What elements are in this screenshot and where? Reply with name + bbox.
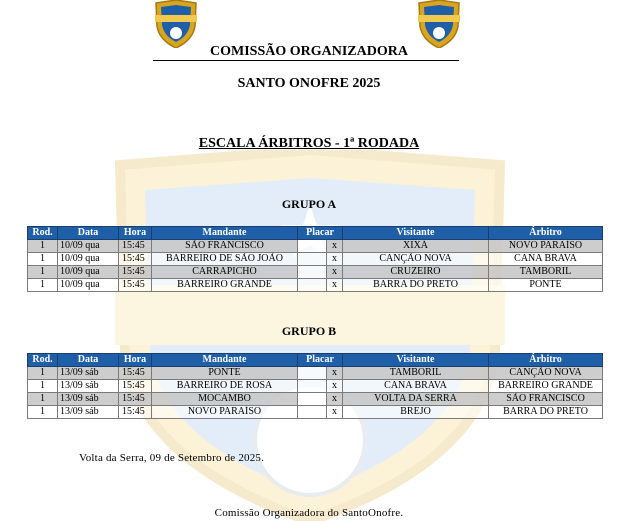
table-header-row	[28, 227, 603, 240]
group-a-title: GRUPO A	[281, 197, 337, 211]
group-b-table	[27, 353, 603, 419]
cell-visitante: BARRA DO PRETO	[343, 279, 489, 292]
tournament-logo-right	[416, 0, 462, 48]
cell-placar-x: x	[327, 367, 343, 380]
cell-rod: 1	[28, 240, 58, 253]
cell-arbitro: NOVO PARAÍSO	[489, 240, 603, 253]
cell-data: 13/09 sáb	[58, 367, 119, 380]
col-header-mandante: Mandante	[152, 227, 298, 240]
cell-hora: 15:45	[119, 367, 152, 380]
cell-placar-empty	[298, 266, 327, 279]
col-header-mandante: Mandante	[152, 354, 298, 367]
cell-rod: 1	[28, 380, 58, 393]
cell-data: 10/09 qua	[58, 266, 119, 279]
col-header-placar: Placar	[298, 354, 343, 367]
cell-hora: 15:45	[119, 406, 152, 419]
table-row	[28, 406, 603, 419]
organization-title: COMISSÃO ORGANIZADORA	[210, 44, 408, 59]
group-b-title: GRUPO B	[281, 324, 337, 338]
cell-arbitro: PONTE	[489, 279, 603, 292]
cell-placar-empty	[298, 393, 327, 406]
cell-visitante: CANÇÃO NOVA	[343, 253, 489, 266]
cell-hora: 15:45	[119, 279, 152, 292]
cell-data: 13/09 sáb	[58, 393, 119, 406]
cell-data: 10/09 qua	[58, 279, 119, 292]
tournament-title: SANTO ONOFRE 2025	[237, 76, 381, 91]
cell-hora: 15:45	[119, 240, 152, 253]
col-header-data: Data	[58, 354, 119, 367]
cell-arbitro: CANA BRAVA	[489, 253, 603, 266]
col-header-data: Data	[58, 227, 119, 240]
cell-placar-x: x	[327, 380, 343, 393]
cell-visitante: CANA BRAVA	[343, 380, 489, 393]
header-divider	[153, 60, 459, 61]
cell-visitante: TAMBORIL	[343, 367, 489, 380]
cell-placar-empty	[298, 380, 327, 393]
cell-visitante: XIXÁ	[343, 240, 489, 253]
cell-data: 10/09 qua	[58, 253, 119, 266]
col-header-arbitro: Árbitro	[489, 227, 603, 240]
signature: Comissão Organizadora do SantoOnofre.	[214, 507, 404, 519]
cell-rod: 1	[28, 266, 58, 279]
cell-data: 13/09 sáb	[58, 380, 119, 393]
cell-placar-empty	[298, 279, 327, 292]
cell-arbitro: BARRA DO PRETO	[489, 406, 603, 419]
cell-arbitro: SÃO FRANCISCO	[489, 393, 603, 406]
cell-arbitro: BARREIRO GRANDE	[489, 380, 603, 393]
cell-placar-x: x	[327, 240, 343, 253]
table-header-row	[28, 354, 603, 367]
cell-visitante: CRUZEIRO	[343, 266, 489, 279]
table-row	[28, 266, 603, 279]
cell-mandante: CARRAPICHO	[152, 266, 298, 279]
schedule-title: ESCALA ÁRBITROS - 1ª RODADA	[198, 136, 420, 151]
cell-mandante: PONTE	[152, 367, 298, 380]
cell-hora: 15:45	[119, 253, 152, 266]
cell-placar-x: x	[327, 253, 343, 266]
cell-placar-x: x	[327, 266, 343, 279]
tournament-logo-left	[153, 0, 199, 48]
group-a-table	[27, 226, 603, 292]
col-header-arbitro: Árbitro	[489, 354, 603, 367]
cell-mandante: MOCAMBO	[152, 393, 298, 406]
cell-mandante: NOVO PARAÍSO	[152, 406, 298, 419]
cell-data: 13/09 sáb	[58, 406, 119, 419]
cell-hora: 15:45	[119, 393, 152, 406]
cell-rod: 1	[28, 393, 58, 406]
cell-rod: 1	[28, 367, 58, 380]
table-row	[28, 380, 603, 393]
location-date: Volta da Serra, 09 de Setembro de 2025.	[79, 452, 265, 464]
col-header-hora: Hora	[119, 227, 152, 240]
cell-rod: 1	[28, 279, 58, 292]
table-row	[28, 367, 603, 380]
cell-mandante: BARREIRO DE SÃO JOÃO	[152, 253, 298, 266]
col-header-hora: Hora	[119, 354, 152, 367]
cell-placar-empty	[298, 253, 327, 266]
cell-mandante: SÃO FRANCISCO	[152, 240, 298, 253]
col-header-visitante: Visitante	[343, 354, 489, 367]
cell-placar-x: x	[327, 406, 343, 419]
table-row	[28, 253, 603, 266]
cell-placar-x: x	[327, 279, 343, 292]
table-row	[28, 240, 603, 253]
cell-data: 10/09 qua	[58, 240, 119, 253]
cell-arbitro: TAMBORIL	[489, 266, 603, 279]
cell-hora: 15:45	[119, 380, 152, 393]
col-header-visitante: Visitante	[343, 227, 489, 240]
cell-placar-empty	[298, 240, 327, 253]
cell-arbitro: CANÇÃO NOVA	[489, 367, 603, 380]
cell-placar-empty	[298, 367, 327, 380]
cell-hora: 15:45	[119, 266, 152, 279]
cell-visitante: VOLTA DA SERRA	[343, 393, 489, 406]
table-row	[28, 393, 603, 406]
col-header-placar: Placar	[298, 227, 343, 240]
cell-placar-empty	[298, 406, 327, 419]
cell-rod: 1	[28, 406, 58, 419]
cell-placar-x: x	[327, 393, 343, 406]
cell-rod: 1	[28, 253, 58, 266]
cell-visitante: BREJO	[343, 406, 489, 419]
cell-mandante: BARREIRO DE ROSA	[152, 380, 298, 393]
cell-mandante: BARREIRO GRANDE	[152, 279, 298, 292]
table-row	[28, 279, 603, 292]
col-header-rod: Rod.	[28, 354, 58, 367]
col-header-rod: Rod.	[28, 227, 58, 240]
